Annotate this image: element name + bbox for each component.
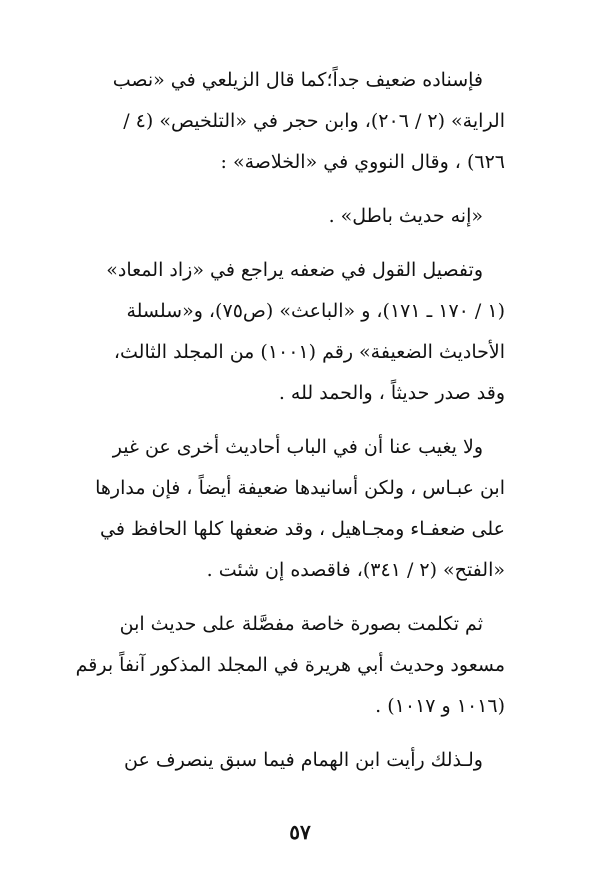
paragraph-details xyxy=(93,250,505,414)
text-line: (١٠١٦ و ١٠١٧) . xyxy=(375,695,505,717)
text-line: الأحاديث الضعيفة» رقم (١٠٠١) من المجلد الثالث، xyxy=(113,341,505,363)
text-line: ابن عبـاس ، ولكن أسانيدها ضعيفة أيضاً ، فإن مدارها xyxy=(95,477,505,499)
text-line: الراية» (٢ / ٢٠٦)، وابن حجر في «التلخيص» (٤ / xyxy=(123,110,505,132)
paragraph-gap xyxy=(93,237,505,250)
paragraph-ibn-masud xyxy=(75,604,505,727)
text-line: «الفتح» (٢ / ٣٤١)، فاقصده إن شئت . xyxy=(206,559,505,581)
text-line: «إنه حديث باطل» . xyxy=(328,205,483,227)
paragraph-isnad xyxy=(93,60,505,183)
page-body xyxy=(75,60,505,781)
text-line: ثم تكلمت بصورة خاصة مفصَّلة على حديث ابن xyxy=(119,613,483,635)
text-line: ولا يغيب عنا أن في الباب أحاديث أخرى عن غير xyxy=(112,436,483,458)
text-line: على ضعفـاء ومجـاهيل ، وقد ضعفها كلها الحافظ في xyxy=(100,518,505,540)
paragraph-quote xyxy=(93,196,505,237)
paragraph-other-hadith xyxy=(93,427,505,591)
text-line: (١ / ١٧٠ ـ ١٧١)، و «الباعث» (ص٧٥)، و«سلسلة xyxy=(126,300,505,322)
text-line: مسعود وحديث أبي هريرة في المجلد المذكور آنفاً برقم xyxy=(75,654,505,676)
page-number: ٥٧ xyxy=(289,820,311,844)
paragraph-ibn-humam xyxy=(93,740,505,781)
text-line: وقد صدر حديثاً ، والحمد لله . xyxy=(278,382,505,404)
paragraph-gap xyxy=(93,727,505,740)
text-line: فإسناده ضعيف جداً؛كما قال الزيلعي في «نصب xyxy=(112,69,483,91)
paragraph-gap xyxy=(93,414,505,427)
text-line: وتفصيل القول في ضعفه يراجع في «زاد المعاد» xyxy=(106,259,483,281)
text-line: ٦٢٦) ، وقال النووي في «الخلاصة» : xyxy=(220,151,505,173)
paragraph-gap xyxy=(93,183,505,196)
text-line: ولـذلك رأيت ابن الهمام فيما سبق ينصرف عن xyxy=(124,749,483,771)
paragraph-gap xyxy=(93,591,505,604)
